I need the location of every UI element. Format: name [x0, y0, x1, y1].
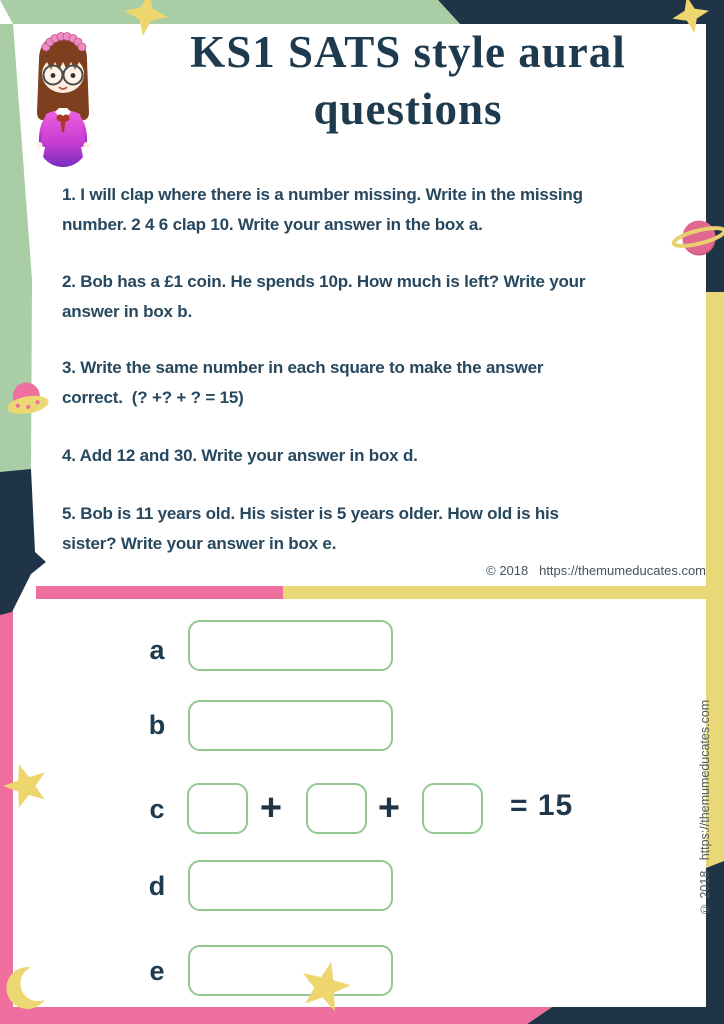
answer-label-e: e: [149, 956, 165, 986]
question-3: [62, 353, 543, 413]
copyright-text: © 2018 https://themumeducates.com: [486, 563, 706, 578]
answer-label-d: d: [148, 871, 166, 901]
question-2-line2: answer in box b.: [62, 302, 192, 321]
answer-label-b: b: [148, 710, 166, 740]
question-1-line2: number. 2 4 6 clap 10. Write your answer in the box a.: [62, 215, 483, 234]
star-icon-bottom-center: [298, 958, 354, 1018]
question-1-line1: 1. I will clap where there is a number missing. Write in the missing: [62, 185, 583, 204]
plus-sign-1: +: [259, 787, 283, 829]
question-1: [62, 180, 583, 240]
equals-15-text: = 15: [510, 789, 574, 822]
answer-box-c3[interactable]: [422, 783, 483, 834]
answer-box-d[interactable]: [188, 860, 393, 911]
answer-box-c2[interactable]: [306, 783, 367, 834]
copyright-text-vertical: © 2018 https://themumeducates.com: [698, 699, 712, 916]
page-title-line2: questions: [313, 84, 503, 134]
girl-eye-right: [71, 73, 76, 78]
question-4-line1: 4. Add 12 and 30. Write your answer in box d.: [62, 446, 418, 465]
border-bottom-pink: [0, 1007, 552, 1024]
question-5-line2: sister? Write your answer in box e.: [62, 534, 337, 553]
girl-illustration: [26, 26, 100, 172]
page-title: [120, 24, 696, 138]
answer-box-b[interactable]: [188, 700, 393, 751]
question-5: [62, 499, 559, 559]
question-3-line2: correct. (? +? + ? = 15): [62, 388, 244, 407]
answer-box-c1[interactable]: [187, 783, 248, 834]
question-2-line1: 2. Bob has a £1 coin. He spends 10p. How much is left? Write your: [62, 272, 586, 291]
answer-label-a: a: [149, 635, 165, 665]
divider-pink: [36, 586, 283, 599]
page-title-line1: KS1 SATS style aural: [190, 27, 626, 77]
question-2: [62, 267, 585, 327]
question-4: [62, 441, 418, 471]
border-left-pink: [0, 598, 13, 1024]
border-top-green: [0, 0, 460, 24]
answer-label-c: c: [149, 794, 165, 824]
question-5-line1: 5. Bob is 11 years old. His sister is 5 years older. How old is his: [62, 504, 559, 523]
plus-sign-2: +: [377, 787, 401, 829]
answer-box-a[interactable]: [188, 620, 393, 671]
girl-eye-left: [51, 73, 56, 78]
border-bottom-right-teal: [527, 861, 724, 1024]
divider-yellow: [283, 586, 706, 599]
answer-box-e[interactable]: [188, 945, 393, 996]
question-3-line1: 3. Write the same number in each square to make the answer: [62, 358, 544, 377]
